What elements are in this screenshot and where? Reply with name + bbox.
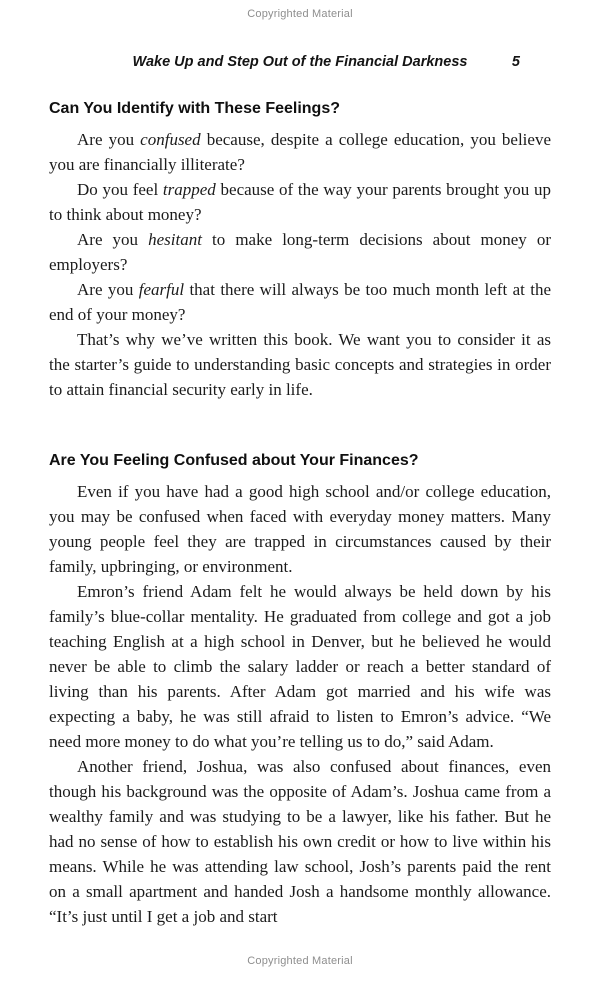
text-run: hesitant bbox=[148, 230, 202, 249]
text-run: Are you bbox=[77, 130, 141, 149]
text-run: because, despite a college education, you believe you are financially illiterate? bbox=[49, 130, 551, 174]
running-header bbox=[0, 54, 600, 70]
paragraph bbox=[49, 579, 551, 754]
paragraph bbox=[49, 277, 551, 327]
text-run: confused bbox=[140, 130, 201, 149]
copyright-notice-bottom: Copyrighted Material bbox=[247, 955, 353, 967]
text-run: because of the way your parents brought you up to think about money? bbox=[49, 180, 551, 224]
section-heading: Are You Feeling Confused about Your Finances? bbox=[49, 452, 419, 469]
text-run: Even if you have had a good high school and/or college education, you may be confused when faced with everyday money matters. Many young people feel they are trapped in circumstances caused by their family, upbringing, or environment. bbox=[49, 482, 551, 576]
section-heading: Can You Identify with These Feelings? bbox=[49, 100, 340, 117]
text-run: Do you feel bbox=[77, 180, 163, 199]
paragraph bbox=[49, 754, 551, 929]
running-header-title: Wake Up and Step Out of the Financial Darkness bbox=[132, 54, 468, 70]
copyright-notice-top: Copyrighted Material bbox=[247, 8, 353, 20]
text-run: Emron’s friend Adam felt he would always be held down by his family’s blue-collar mentality. He graduated from college and got a job teaching English at a high school in Denver, but he believed he would never be able to climb the salary ladder or reach a better standard of living than his parents. After Adam got married and his wife was expecting a baby, he was still afraid to listen to Emron’s advice. “We need more money to do what you’re telling us to do,” said Adam. bbox=[49, 582, 551, 751]
text-run: That’s why we’ve written this book. We want you to consider it as the starter’s guide to understanding basic concepts and strategies in order to attain financial security early in life. bbox=[49, 330, 551, 399]
text-run: fearful bbox=[138, 280, 185, 299]
text-run: that there will always be too much month left at the end of your money? bbox=[49, 280, 551, 324]
text-run: Are you bbox=[77, 230, 149, 249]
paragraph bbox=[49, 227, 551, 277]
paragraph bbox=[49, 177, 551, 227]
paragraph bbox=[49, 127, 551, 177]
page-number: 5 bbox=[511, 54, 520, 70]
paragraph bbox=[49, 479, 551, 579]
text-run: Another friend, Joshua, was also confused about finances, even though his background was the opposite of Adam’s. Joshua came from a wealthy family and was studying to be a lawyer, like his father. But he had no sense of how to establish his own credit or how to live within his means. While he was attending law school, Josh’s parents paid the rent on a small apartment and handed Josh a handsome monthly allowance. “It’s just until I get a job and start bbox=[49, 757, 551, 926]
paragraph bbox=[49, 327, 551, 402]
page-content bbox=[0, 100, 600, 929]
text-run: Are you bbox=[77, 280, 139, 299]
text-run: trapped bbox=[162, 180, 216, 199]
text-run: to make long-term decisions about money or employers? bbox=[49, 230, 551, 274]
